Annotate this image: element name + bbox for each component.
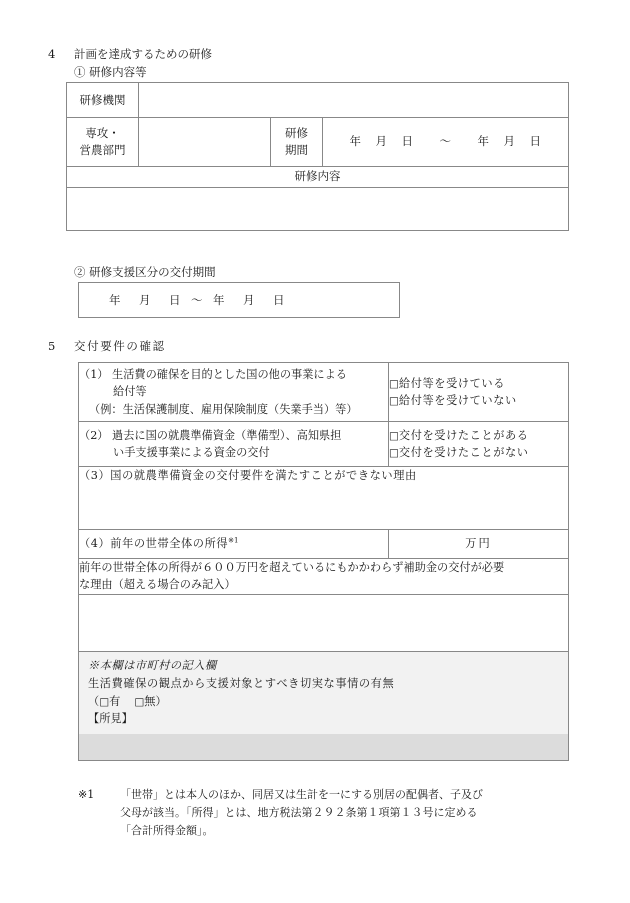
table-row-content-body bbox=[67, 188, 569, 231]
section-4-number: 4 bbox=[48, 47, 56, 61]
checkbox-icon[interactable]: □ bbox=[389, 447, 399, 459]
requirement-1-options bbox=[389, 363, 569, 422]
requirement-1-label-line2: 給付等 bbox=[113, 385, 147, 399]
support-period-daterange bbox=[79, 292, 285, 308]
support-end-month: 月 bbox=[243, 293, 255, 307]
period-end-month: 月 bbox=[503, 134, 516, 149]
requirement-confirmation-table bbox=[78, 362, 569, 761]
table-row-requirement-2 bbox=[79, 422, 569, 467]
training-content-table bbox=[66, 82, 569, 231]
section-5-title: 交付要件の確認 bbox=[74, 339, 166, 353]
training-content-header: 研修内容 bbox=[67, 167, 569, 188]
municipal-line-1: 生活費確保の観点から支援対象とすべき切実な事情の有無 bbox=[88, 676, 395, 690]
requirement-2-option-2[interactable] bbox=[389, 444, 568, 461]
period-end-day: 日 bbox=[529, 134, 542, 149]
footnote-line-1 bbox=[78, 786, 578, 804]
table-row-reason-input bbox=[79, 594, 569, 651]
table-row-content-header bbox=[67, 167, 569, 188]
municipal-check-group bbox=[88, 695, 167, 708]
period-start-day: 日 bbox=[401, 134, 414, 149]
section-5-heading bbox=[48, 338, 166, 355]
period-separator: ～ bbox=[439, 134, 452, 149]
reason-header-cell bbox=[79, 559, 569, 595]
municipal-paren-open: （ bbox=[88, 694, 100, 708]
checkbox-icon[interactable]: □ bbox=[389, 429, 399, 442]
requirement-1-label-line1: （1） 生活費の確保を目的とした国の他の事業による bbox=[79, 367, 347, 381]
section-4-heading bbox=[48, 46, 212, 63]
section-5-number: 5 bbox=[48, 339, 56, 353]
training-period-label bbox=[271, 118, 323, 167]
checkbox-icon[interactable]: □ bbox=[99, 695, 110, 708]
requirement-1-option-1-label: 給付等を受けている bbox=[398, 376, 506, 390]
footnote-mark: ※1 bbox=[78, 788, 95, 801]
municipal-section-cell bbox=[79, 651, 569, 761]
requirement-2-label bbox=[79, 422, 389, 467]
requirement-1-label-line3: （例：生活保護制度、雇用保険制度（失業手当）等） bbox=[89, 402, 358, 416]
footnote bbox=[78, 786, 578, 839]
footnote-text-2: 父母が該当。「所得」とは、地方税法第２９２条第１項第１３号に定める bbox=[120, 805, 478, 819]
requirement-2-label-line1: （2） 過去に国の就農準備資金（準備型）、高知県担 bbox=[79, 428, 342, 442]
section-4-title: 計画を達成するための研修 bbox=[74, 47, 212, 61]
requirement-1-option-2[interactable] bbox=[389, 392, 568, 409]
institution-input-cell[interactable] bbox=[139, 83, 569, 118]
reason-header-line2: な理由（超える場合のみ記入） bbox=[79, 578, 236, 592]
table-row-requirement-3 bbox=[79, 467, 569, 530]
support-start-year: 年 bbox=[109, 293, 121, 307]
requirement-4-label-text: （4）前年の世帯全体の所得 bbox=[79, 537, 229, 551]
footnote-line-3 bbox=[78, 822, 578, 840]
footnote-text-1: 「世帯」とは本人のほか、同居又は生計を一にする別居の配偶者、子及び bbox=[120, 788, 483, 801]
table-row-requirement-1 bbox=[79, 363, 569, 422]
municipal-label-no: 無 bbox=[144, 694, 156, 708]
support-start-day: 日 bbox=[169, 293, 181, 307]
municipal-title: ※本欄は市町村の記入欄 bbox=[88, 658, 217, 672]
training-period-input-cell[interactable] bbox=[323, 118, 569, 167]
major-label-line1: 専攻・ bbox=[85, 126, 120, 141]
reason-header-line1: 前年の世帯全体の所得が６００万円を超えているにもかかわらず補助金の交付が必要 bbox=[79, 561, 505, 574]
checkbox-icon[interactable]: □ bbox=[134, 695, 145, 708]
requirement-2-option-1-label: 交付を受けたことがある bbox=[398, 428, 529, 442]
institution-label: 研修機関 bbox=[67, 83, 139, 118]
table-row-municipal bbox=[79, 651, 569, 761]
section-4-item-1-label: ① 研修内容等 bbox=[74, 65, 147, 79]
major-label bbox=[67, 118, 139, 167]
requirement-4-amount-cell[interactable] bbox=[389, 530, 569, 559]
period-end-year: 年 bbox=[477, 134, 490, 149]
footnote-line-2 bbox=[78, 804, 578, 822]
requirement-4-amount-unit: 万円 bbox=[465, 537, 492, 551]
footnote-marker: ※1 bbox=[228, 536, 239, 545]
requirement-1-label bbox=[79, 363, 389, 422]
support-end-day: 日 bbox=[273, 293, 285, 307]
major-input-cell[interactable] bbox=[139, 118, 271, 167]
period-start-month: 月 bbox=[375, 134, 388, 149]
requirement-1-option-2-label: 給付等を受けていない bbox=[398, 394, 517, 407]
period-start-year: 年 bbox=[349, 134, 362, 149]
training-period-daterange bbox=[350, 134, 542, 148]
municipal-opinion-label: 【所見】 bbox=[88, 712, 133, 726]
table-row-major-period bbox=[67, 118, 569, 167]
requirement-1-option-1[interactable] bbox=[389, 375, 568, 392]
support-end-year: 年 bbox=[213, 293, 225, 307]
support-period-box[interactable] bbox=[78, 282, 400, 318]
requirement-4-label bbox=[79, 530, 389, 559]
table-row-requirement-4 bbox=[79, 530, 569, 559]
support-start-month: 月 bbox=[139, 293, 151, 307]
training-period-label-line2: 期間 bbox=[285, 143, 308, 157]
requirement-2-option-1[interactable] bbox=[389, 427, 568, 444]
checkbox-icon[interactable]: □ bbox=[389, 395, 399, 407]
requirement-2-label-line2: い手支援事業による資金の交付 bbox=[113, 446, 270, 459]
municipal-bottom-band bbox=[79, 734, 568, 760]
requirement-2-options bbox=[389, 422, 569, 467]
training-period-label-line1: 研修 bbox=[285, 126, 308, 141]
training-content-input-cell[interactable] bbox=[67, 188, 569, 231]
municipal-text-block bbox=[79, 652, 568, 735]
reason-input-cell[interactable] bbox=[79, 594, 569, 651]
checkbox-icon[interactable]: □ bbox=[389, 377, 399, 390]
section-4-item-2-label: ② 研修支援区分の交付期間 bbox=[74, 265, 216, 279]
municipal-paren-close: ） bbox=[155, 694, 167, 708]
table-row-reason-header bbox=[79, 559, 569, 595]
requirement-3-label: （3）国の就農準備資金の交付要件を満たすことができない理由 bbox=[79, 469, 417, 482]
requirement-2-option-2-label: 交付を受けたことがない bbox=[398, 446, 529, 459]
footnote-text-3: 「合計所得金額」。 bbox=[120, 823, 214, 837]
municipal-label-yes: 有 bbox=[109, 694, 121, 708]
municipal-shaded-area bbox=[79, 652, 568, 761]
support-separator: ～ bbox=[191, 293, 203, 307]
major-label-line2: 営農部門 bbox=[79, 143, 126, 157]
table-row-institution bbox=[67, 83, 569, 118]
requirement-3-cell[interactable] bbox=[79, 467, 569, 530]
